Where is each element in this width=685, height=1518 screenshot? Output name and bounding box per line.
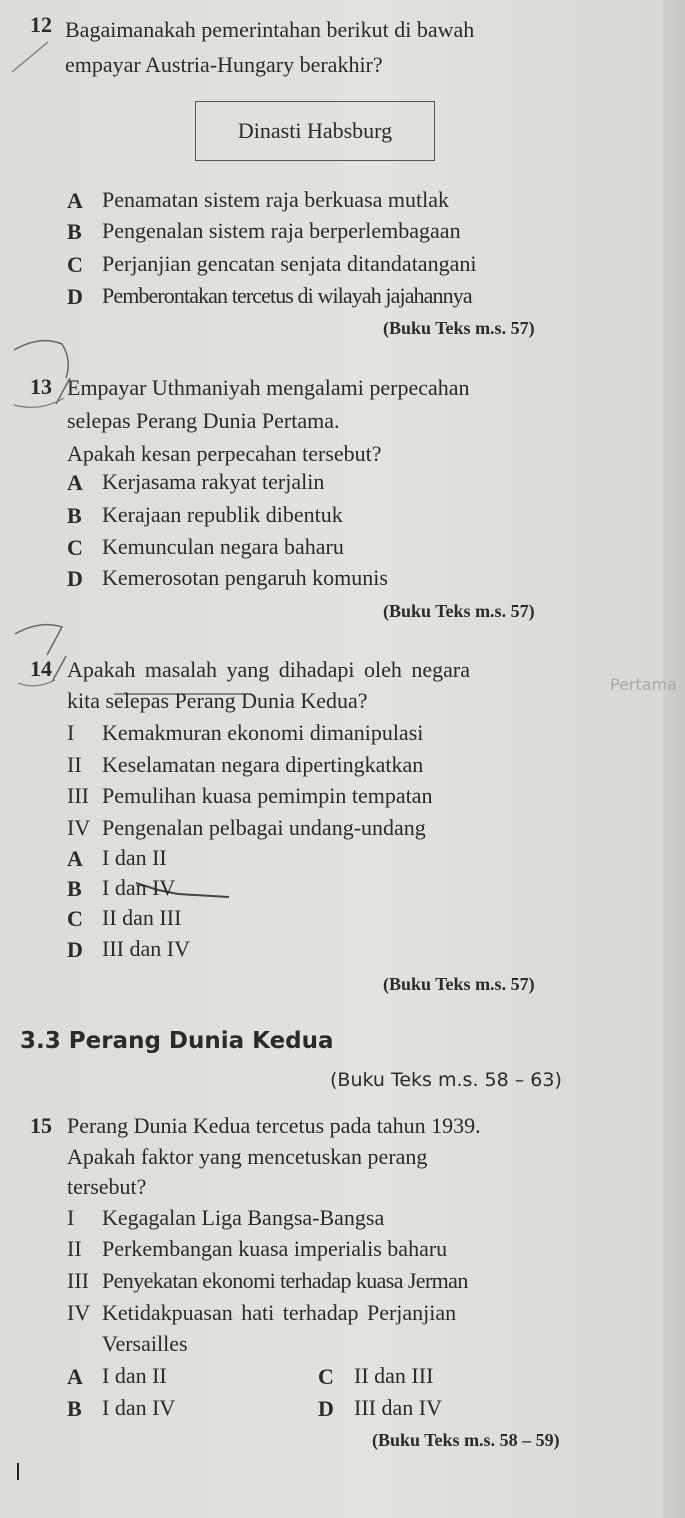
q15-option-b-text: I dan IV bbox=[102, 1395, 176, 1420]
q13-option-d-letter: D bbox=[67, 566, 83, 591]
q15-statement-iv-continuation: Versailles bbox=[102, 1331, 188, 1356]
q15-option-d-letter: D bbox=[318, 1396, 334, 1421]
q15-option-c-letter: C bbox=[318, 1364, 334, 1389]
q13-text-line-2: selepas Perang Dunia Pertama. bbox=[67, 408, 340, 433]
q14-statement-iii-text: Pemulihan kuasa pemimpin tempatan bbox=[102, 783, 433, 808]
q14-statement-iv-numeral: IV bbox=[67, 815, 91, 840]
q15-option-b-letter: B bbox=[67, 1396, 82, 1421]
q12-box bbox=[195, 101, 435, 161]
q14-statement-ii-text: Keselamatan negara dipertingkatkan bbox=[102, 752, 424, 777]
q12-number: 12 bbox=[30, 12, 52, 37]
q14-number: 14 bbox=[30, 656, 52, 681]
q13-text-line-3: Apakah kesan perpecahan tersebut? bbox=[67, 441, 382, 466]
q15-option-d-text: III dan IV bbox=[354, 1395, 442, 1420]
q15-statement-i-text: Kegagalan Liga Bangsa-Bangsa bbox=[102, 1205, 385, 1230]
q14-statement-i-text: Kemakmuran ekonomi dimanipulasi bbox=[102, 720, 424, 745]
q14-text-line-1: Apakah masalah yang dihadapi oleh negara bbox=[67, 657, 471, 682]
q12-option-b-letter: B bbox=[67, 219, 82, 244]
q14-option-b-letter: B bbox=[67, 876, 82, 901]
q14-pencil-note: Pertama bbox=[610, 675, 677, 694]
q13-option-a-letter: A bbox=[67, 470, 83, 495]
q15-statement-iii-numeral: III bbox=[67, 1268, 89, 1293]
q14-statement-iv-text: Pengenalan pelbagai undang-undang bbox=[102, 815, 426, 840]
q15-statement-iv-numeral: IV bbox=[67, 1300, 91, 1325]
q13-option-a-text: Kerjasama rakyat terjalin bbox=[102, 469, 325, 494]
q13-reference: (Buku Teks m.s. 57) bbox=[383, 601, 535, 621]
q15-text-line-3: tersebut? bbox=[67, 1174, 147, 1199]
q12-text-line-1: Bagaimanakah pemerintahan berikut di bawah bbox=[65, 17, 475, 42]
q12-option-d-text: Pemberontakan tercetus di wilayah jajahannya bbox=[102, 283, 472, 308]
q12-option-d-letter: D bbox=[67, 284, 83, 309]
q15-reference: (Buku Teks m.s. 58 – 59) bbox=[372, 1430, 560, 1450]
section-heading: 3.3 Perang Dunia Kedua bbox=[20, 1028, 334, 1054]
q14-statement-iii-numeral: III bbox=[67, 783, 89, 808]
q14-option-a-letter: A bbox=[67, 846, 83, 871]
q13-option-c-text: Kemunculan negara baharu bbox=[102, 534, 344, 559]
q12-option-b-text: Pengenalan sistem raja berperlembagaan bbox=[102, 218, 461, 243]
q12-box-text: Dinasti Habsburg bbox=[237, 118, 393, 143]
q15-statement-ii-numeral: II bbox=[67, 1236, 82, 1261]
q13-option-c-letter: C bbox=[67, 535, 83, 560]
q15-number: 15 bbox=[30, 1113, 52, 1138]
q13-option-d-text: Kemerosotan pengaruh komunis bbox=[102, 565, 388, 590]
q14-option-b-text: I dan IV bbox=[102, 875, 176, 900]
q15-statement-iii-text: Penyekatan ekonomi terhadap kuasa Jerman bbox=[102, 1268, 468, 1293]
q15-option-c-text: II dan III bbox=[354, 1363, 434, 1388]
q15-statement-i-numeral: I bbox=[67, 1205, 75, 1230]
q13-text-line-1: Empayar Uthmaniyah mengalami perpecahan bbox=[67, 375, 470, 400]
q12-option-a-text: Penamatan sistem raja berkuasa mutlak bbox=[102, 187, 449, 212]
q14-option-d-text: III dan IV bbox=[102, 936, 190, 961]
q13-option-b-text: Kerajaan republik dibentuk bbox=[102, 502, 343, 527]
q12-text-line-2: empayar Austria-Hungary berakhir? bbox=[65, 52, 383, 77]
q13-number: 13 bbox=[30, 374, 52, 399]
q14-statement-i-numeral: I bbox=[67, 720, 75, 745]
q14-option-c-text: II dan III bbox=[102, 905, 182, 930]
q12-reference: (Buku Teks m.s. 57) bbox=[383, 318, 535, 338]
q13-option-b-letter: B bbox=[67, 503, 82, 528]
q15-option-a-text: I dan II bbox=[102, 1363, 167, 1388]
q12-option-c-letter: C bbox=[67, 252, 83, 277]
section-reference: (Buku Teks m.s. 58 – 63) bbox=[330, 1069, 562, 1091]
q15-text-line-2: Apakah faktor yang mencetuskan perang bbox=[67, 1144, 428, 1169]
q12-option-c-text: Perjanjian gencatan senjata ditandatangani bbox=[102, 251, 477, 276]
q14-reference: (Buku Teks m.s. 57) bbox=[383, 974, 535, 994]
q15-statement-iv-text: Ketidakpuasan hati terhadap Perjanjian bbox=[102, 1300, 457, 1325]
q14-text-line-2: kita selepas Perang Dunia Kedua? bbox=[67, 688, 368, 713]
q15-option-a-letter: A bbox=[67, 1364, 83, 1389]
q14-option-c-letter: C bbox=[67, 906, 83, 931]
q14-option-d-letter: D bbox=[67, 937, 83, 962]
q15-text-line-1: Perang Dunia Kedua tercetus pada tahun 1939. bbox=[67, 1113, 481, 1138]
q14-statement-ii-numeral: II bbox=[67, 752, 82, 777]
q15-statement-ii-text: Perkembangan kuasa imperialis baharu bbox=[102, 1236, 448, 1261]
q14-option-a-text: I dan II bbox=[102, 845, 167, 870]
q12-option-a-letter: A bbox=[67, 188, 83, 213]
